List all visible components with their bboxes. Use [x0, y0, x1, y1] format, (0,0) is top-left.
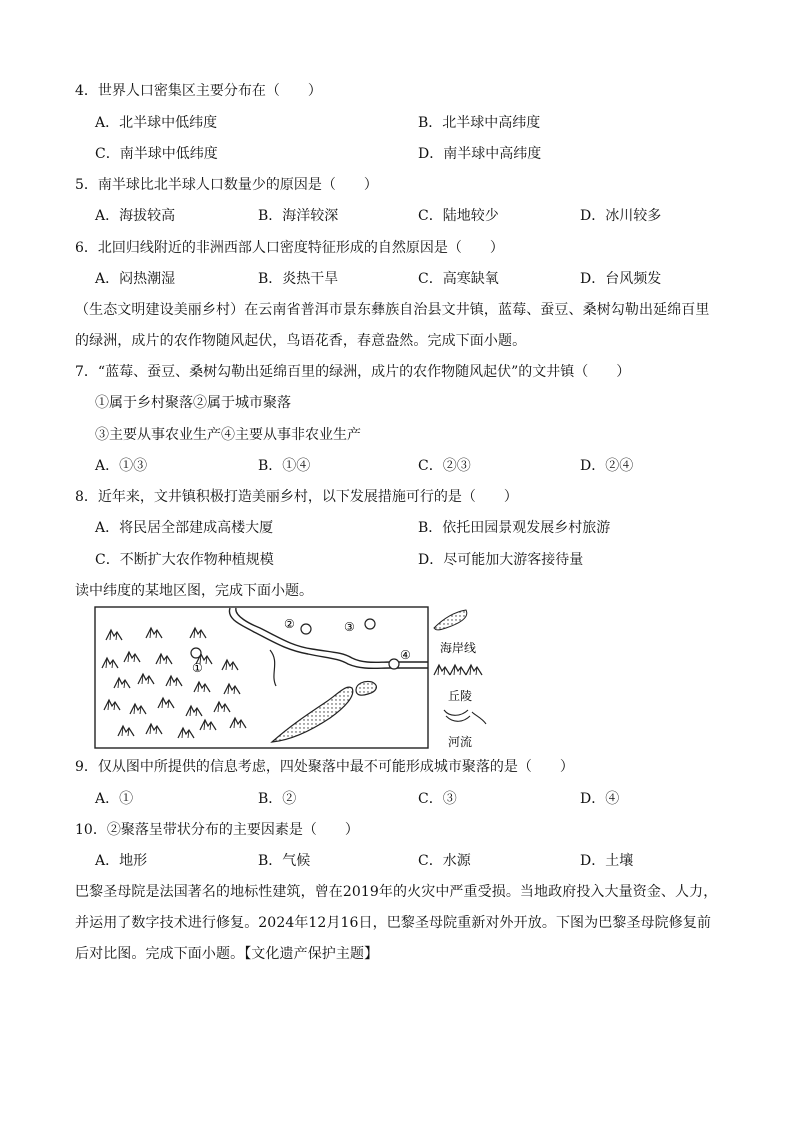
q6-option-c: C．高寒缺氧 [418, 271, 499, 287]
q9-option-a: A．① [95, 791, 134, 807]
region-map-figure [94, 606, 494, 751]
settlement-2-label: ② [284, 617, 295, 631]
settlement-1-circle [191, 648, 201, 658]
q7-option-c: C．②③ [418, 458, 471, 474]
legend-coastline-label: 海岸线 [440, 641, 477, 655]
settlement-1-label: ① [192, 661, 203, 675]
q5-option-a: A．海拔较高 [95, 208, 176, 224]
question-5-stem: 5．南半球比北半球人口数量少的原因是（ ） [75, 177, 378, 193]
legend-hills-label: 丘陵 [448, 689, 473, 703]
map-legend [434, 610, 486, 749]
q6-option-d: D．台风频发 [580, 271, 662, 287]
q4-option-b: B．北半球中高纬度 [418, 115, 541, 131]
q5-option-b: B．海洋较深 [258, 208, 339, 224]
question-10-stem: 10．②聚落呈带状分布的主要因素是（ ） [75, 822, 359, 838]
q9-option-d: D．④ [580, 791, 620, 807]
legend-river-label: 河流 [448, 735, 473, 749]
q4-option-d: D．南半球中高纬度 [418, 146, 542, 162]
passage-3-line-3: 后对比图。完成下面小题。【文化遗产保护主题】 [75, 946, 379, 962]
settlement-3-circle [365, 619, 375, 629]
q10-option-c: C．水源 [418, 853, 471, 869]
settlement-4-label: ④ [400, 648, 411, 662]
q4-option-a: A．北半球中低纬度 [95, 115, 218, 131]
passage-3-line-1: 巴黎圣母院是法国著名的地标性建筑，曾在2019年的火灾中严重受损。当地政府投入大量资金、人力， [75, 884, 718, 900]
q8-option-c: C．不断扩大农作物种植规模 [95, 552, 274, 568]
q4-option-c: C．南半球中低纬度 [95, 146, 218, 162]
q7-statements-1: ①属于乡村聚落②属于城市聚落 [95, 395, 291, 411]
q9-option-c: C．③ [418, 791, 457, 807]
q10-option-a: A．地形 [95, 853, 148, 869]
question-6-stem: 6．北回归线附近的非洲西部人口密度特征形成的自然原因是（ ） [75, 240, 504, 256]
settlement-3-label: ③ [344, 620, 355, 634]
q5-option-c: C．陆地较少 [418, 208, 499, 224]
passage-2-line-1: 读中纬度的某地区图，完成下面小题。 [75, 583, 313, 599]
q7-option-a: A．①③ [95, 458, 148, 474]
q6-option-a: A．闷热潮湿 [95, 271, 176, 287]
passage-1-line-1: （生态文明建设美丽乡村）在云南省普洱市景东彝族自治县文井镇，蓝莓、蚕豆、桑树勾勒出延绵百里 [75, 302, 710, 318]
q9-option-b: B．② [258, 791, 297, 807]
q7-option-d: D．②④ [580, 458, 634, 474]
question-9-stem: 9．仅从图中所提供的信息考虑，四处聚落中最不可能形成城市聚落的是（ ） [75, 759, 574, 775]
settlement-2-circle [301, 624, 311, 634]
q6-option-b: B．炎热干旱 [258, 271, 339, 287]
q10-option-d: D．土壤 [580, 853, 634, 869]
q8-option-b: B．依托田园景观发展乡村旅游 [418, 520, 611, 536]
coastline-legend-symbol [434, 610, 467, 630]
question-4-stem: 4．世界人口密集区主要分布在（ ） [75, 83, 322, 99]
river-legend-symbol [444, 710, 486, 724]
q10-option-b: B．气候 [258, 853, 311, 869]
q7-statements-2: ③主要从事农业生产④主要从事非农业生产 [95, 427, 361, 443]
q7-option-b: B．①④ [258, 458, 311, 474]
q5-option-d: D．冰川较多 [580, 208, 662, 224]
q8-option-d: D．尽可能加大游客接待量 [418, 552, 584, 568]
question-7-stem: 7．“蓝莓、蚕豆、桑树勾勒出延绵百里的绿洲，成片的农作物随风起伏”的文井镇（ ） [75, 364, 631, 380]
settlement-4-circle [389, 659, 399, 669]
question-8-stem: 8．近年来，文井镇积极打造美丽乡村，以下发展措施可行的是（ ） [75, 489, 518, 505]
passage-1-line-2: 的绿洲，成片的农作物随风起伏，鸟语花香，春意盎然。完成下面小题。 [75, 333, 527, 349]
q8-option-a: A．将民居全部建成高楼大厦 [95, 520, 274, 536]
passage-3-line-2: 并运用了数字技术进行修复。2024年12月16日，巴黎圣母院重新对外开放。下图为巴黎圣母院修复前 [75, 915, 712, 931]
